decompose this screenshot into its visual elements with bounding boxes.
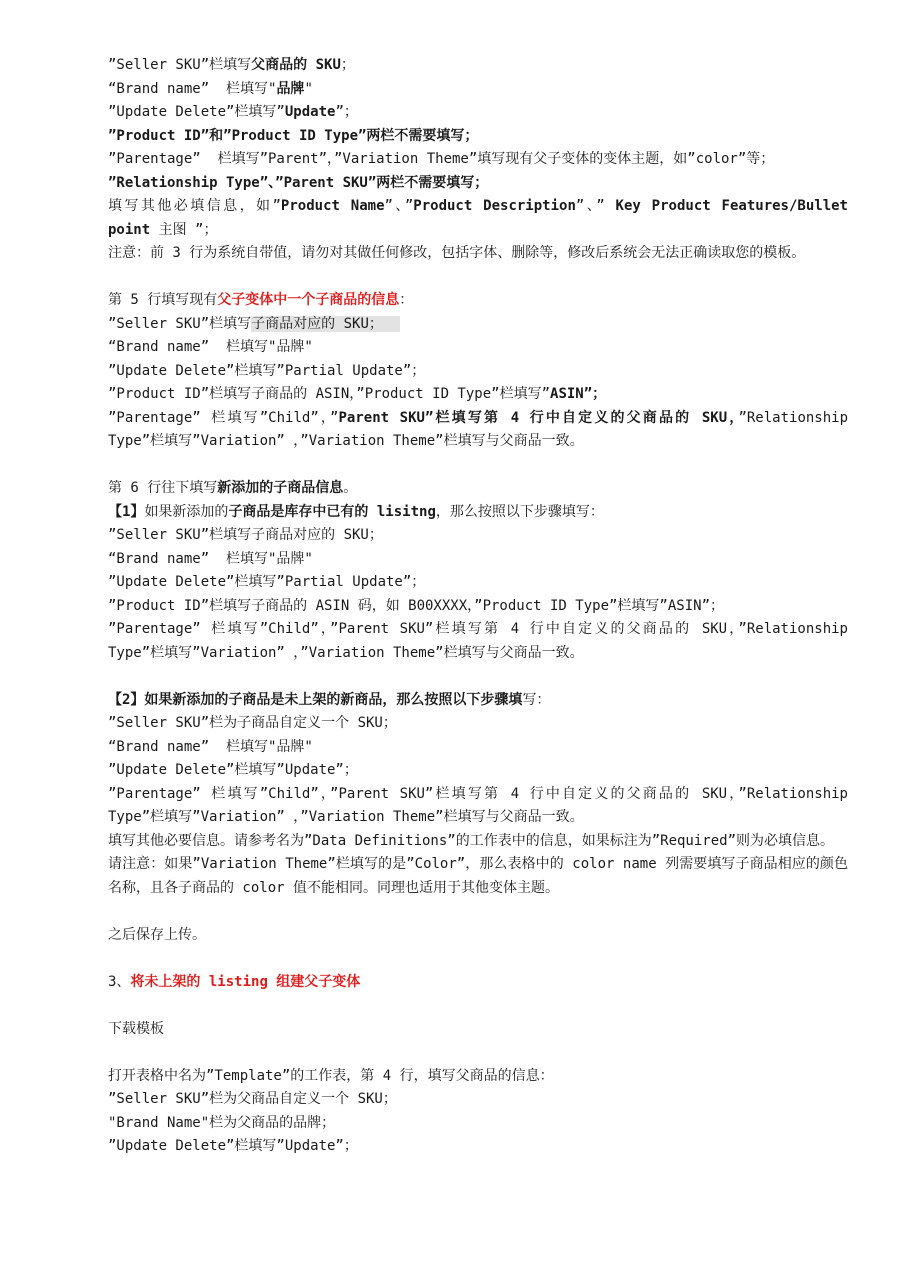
- row5-brand-line: “Brand name” 栏填写"品牌": [108, 339, 313, 355]
- parent-product-id-line: [108, 125, 848, 149]
- spacer: [108, 994, 848, 1018]
- text-run: 主图 ”；: [150, 221, 218, 238]
- text-run: 新添加的子商品信息: [217, 480, 344, 496]
- row5-parentage-line: [108, 407, 848, 454]
- section3-update-line: ”Update Delete”栏填写”Update”；: [108, 1138, 358, 1154]
- text-run: ：: [399, 292, 414, 308]
- row5-seller-sku-line: [108, 313, 848, 337]
- case2-update-line: ”Update Delete”栏填写”Update”；: [108, 762, 358, 778]
- parent-brand-line: [108, 78, 848, 102]
- text-run: ASIN”；: [550, 386, 607, 402]
- case2-color-note: 请注意：如果”Variation Theme”栏填写的是”Color”，那么表格中的 color name 列需要填写子商品相应的颜色名称，且各子商品的 color 值不能相同。同理也适用于其他变体主题。: [108, 856, 848, 896]
- text-run: ”Seller SKU”栏填写: [108, 57, 252, 73]
- text-run: ；: [340, 57, 355, 73]
- parent-note: 注意：前 3 行为系统自带值，请勿对其做任何修改，包括字体、删除等，修改后系统会无法正确读取您的模板。: [108, 245, 806, 261]
- text-run: 父子变体中一个子商品的信息: [217, 292, 400, 308]
- parent-relationship-line: [108, 172, 848, 196]
- case2-parentage-line: ”Parentage” 栏填写”Child”，”Parent SKU”栏填写第 4 行中自定义的父商品的 SKU，”Relationship Type”栏填写”Variation” ，”Variation Theme”栏填写与父商品一致。: [108, 785, 848, 825]
- text-run: ”Parentage” 栏填写”Parent”，”Variation Theme”填写现有父子变体的变体主题，如”color”等；: [108, 151, 775, 167]
- case1-seller-sku-line: ”Seller SKU”栏填写子商品对应的 SKU；: [108, 527, 383, 543]
- text-run: 【1】: [108, 503, 145, 520]
- text-run: 3、: [108, 973, 131, 990]
- section3-template-line: 打开表格中名为”Template”的工作表，第 4 行，填写父商品的信息：: [108, 1067, 554, 1084]
- text-run: ”；: [335, 104, 358, 120]
- parent-update-line: [108, 101, 848, 125]
- text-run: Product Description: [413, 198, 576, 214]
- save-upload-line: 之后保存上传。: [108, 926, 206, 943]
- section3-brand-line: "Brand Name"栏为父商品的品牌；: [108, 1114, 336, 1131]
- text-run: 【2】如果新添加的子商品是未上架的新商品，那么按照以下步骤填: [108, 691, 523, 708]
- text-run: ”Update Delete”栏填写”: [108, 104, 285, 120]
- text-run: 子商品对应的 SKU；: [251, 315, 400, 332]
- text-run: 父商品的 SKU: [251, 57, 341, 73]
- text-run: 写：: [522, 691, 551, 708]
- spacer: [108, 665, 848, 689]
- case1-product-id-line: ”Product ID”栏填写子商品的 ASIN 码，如 B00XXXX，”Product ID Type”栏填写”ASIN”；: [108, 597, 725, 614]
- text-run: 子商品是库存中已有的 lisitng: [228, 503, 436, 520]
- text-run: Update: [284, 104, 336, 120]
- text-run: 第 6 行往下填写: [108, 480, 218, 496]
- spacer: [108, 1041, 848, 1065]
- row5-update-line: ”Update Delete”栏填写”Partial Update”；: [108, 362, 426, 379]
- text-run: ”Product ID”和”Product ID Type”两栏不需要填写；: [108, 127, 479, 144]
- parent-parentage-line: [108, 148, 848, 172]
- row5-product-id-line: [108, 383, 848, 407]
- case2-brand-line: “Brand name” 栏填写"品牌": [108, 738, 313, 755]
- text-run: ”Relationship Type”栏填写”Variation” ，”Variation Theme”栏填写与父商品一致。: [108, 409, 849, 449]
- section3-heading: [108, 971, 848, 995]
- text-run: ”、”: [384, 198, 414, 214]
- spacer: [108, 947, 848, 971]
- case1-brand-line: “Brand name” 栏填写"品牌": [108, 550, 313, 567]
- text-run: 如果新添加的: [144, 503, 229, 520]
- document-page: [108, 54, 848, 1159]
- text-run: 品牌: [276, 80, 305, 97]
- parent-seller-sku-line: [108, 54, 848, 78]
- row6-heading: [108, 477, 848, 501]
- spacer: [108, 454, 848, 478]
- text-run: 填写其他必填信息，如”: [108, 198, 281, 214]
- text-run: ”Product ID”栏填写子商品的 ASIN，”Product ID Type”栏填写”: [108, 386, 551, 402]
- case2-title: [108, 689, 848, 713]
- text-run: Product Name: [280, 198, 385, 214]
- text-run: ": [304, 80, 313, 97]
- text-run: “Brand name” 栏填写": [108, 80, 277, 97]
- text-run: ”Parentage” 栏填写”Child”，”: [108, 409, 339, 426]
- text-run: 将未上架的 listing 组建父子变体: [130, 973, 361, 990]
- download-template-line: 下载模板: [108, 1020, 164, 1037]
- text-run: ，那么按照以下步骤填写：: [435, 503, 604, 520]
- parent-required-fields-line: [108, 195, 848, 242]
- case1-title: [108, 501, 848, 525]
- case2-other-info-line: 填写其他必要信息。请参考名为”Data Definitions”的工作表中的信息，如果标注为”Required”则为必填信息。: [108, 832, 835, 849]
- row5-heading: [108, 289, 848, 313]
- case2-seller-sku-line: ”Seller SKU”栏为子商品自定义一个 SKU；: [108, 715, 397, 731]
- spacer: [108, 266, 848, 290]
- section3-seller-sku-line: ”Seller SKU”栏为父商品自定义一个 SKU；: [108, 1091, 397, 1107]
- text-run: 。: [343, 480, 358, 496]
- case1-parentage-line: ”Parentage” 栏填写”Child”，”Parent SKU”栏填写第 4 行中自定义的父商品的 SKU，”Relationship Type”栏填写”Variation” ，”Variation Theme”栏填写与父商品一致。: [108, 621, 848, 661]
- text-run: ”Seller SKU”栏填写: [108, 315, 252, 332]
- text-run: ”Relationship Type”、”Parent SKU”两栏不需要填写；: [108, 174, 489, 191]
- text-run: Key Product Features/Bullet point: [108, 198, 848, 238]
- text-run: 第 5 行填写现有: [108, 292, 218, 308]
- text-run: Parent SKU”栏填写第 4 行中自定义的父商品的 SKU，: [338, 409, 739, 426]
- case1-update-line: ”Update Delete”栏填写”Partial Update”；: [108, 574, 426, 590]
- spacer: [108, 900, 848, 924]
- text-run: ”、”: [575, 198, 616, 214]
